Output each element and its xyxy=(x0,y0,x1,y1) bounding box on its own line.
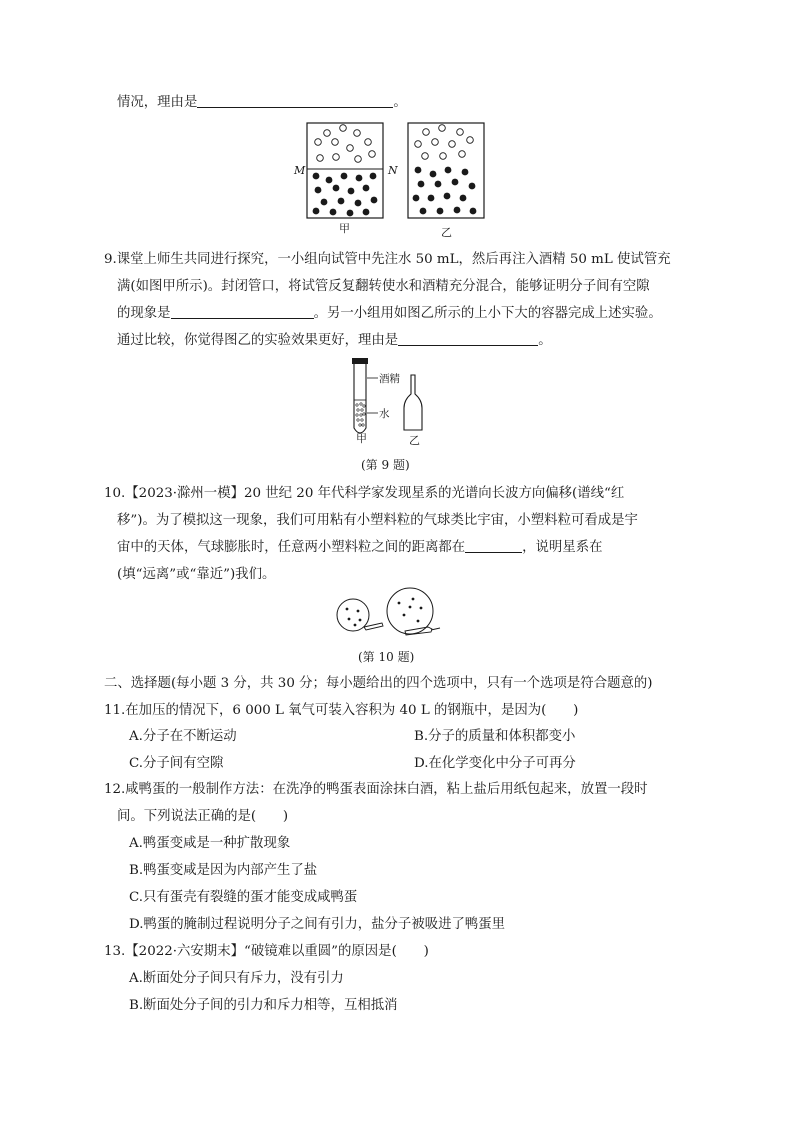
q11-stem: 11.在加压的情况下，6 000 L 氧气可装入容积为 40 L 的钢瓶中，是因为( ) xyxy=(104,703,579,718)
q10-line-2: 移”)。为了模拟这一现象，我们可用粘有小塑料粒的气球类比宇宙，小塑料粒可看成是宇 xyxy=(117,513,638,528)
q10-l3-text-a: 宙中的天体，气球膨胀时，任意两小塑料粒之间的距离都在 xyxy=(117,540,466,555)
figure-9-caption: (第 9 题) xyxy=(361,458,410,472)
q12-option-d[interactable]: D.鸭蛋的腌制过程说明分子之间有引力，盐分子被吸进了鸭蛋里 xyxy=(129,917,506,932)
q8-tail-end: 。 xyxy=(393,95,407,110)
bottle xyxy=(404,375,422,430)
q10-line-1: 10.【2023·滁州一模】20 世纪 20 年代科学家发现星系的光谱向长波方向偏移(谱线“红 xyxy=(104,486,625,501)
q13-option-b[interactable]: B.断面处分子间的引力和斥力相等，互相抵消 xyxy=(129,998,398,1013)
q12-stem-2: 间。下列说法正确的是( ) xyxy=(117,809,289,824)
q10-answer-blank[interactable] xyxy=(465,538,522,553)
q11-option-c[interactable]: C.分子间有空隙 xyxy=(129,756,224,771)
label-yi-9: 乙 xyxy=(409,434,420,447)
water-label: 水 xyxy=(379,408,390,420)
q12-option-c[interactable]: C.只有蛋壳有裂缝的蛋才能变成咸鸭蛋 xyxy=(129,890,358,905)
q10-line-3 xyxy=(117,538,603,558)
q10-l3-text-b: ，说明星系在 xyxy=(522,540,603,555)
q9-l3-text-a: 的现象是 xyxy=(117,306,171,321)
q13-stem: 13.【2022·六安期末】“破镜难以重圆”的原因是( ) xyxy=(104,944,429,959)
section-2-title: 二、选择题(每小题 3 分，共 30 分；每小题给出的四个选项中，只有一个选项是符合题意的) xyxy=(104,676,653,691)
figure-10-caption: (第 10 题) xyxy=(358,650,415,664)
figure-8-containers xyxy=(0,118,794,268)
label-jia: 甲 xyxy=(339,222,350,235)
large-balloon xyxy=(387,588,440,635)
q12-option-b[interactable]: B.鸭蛋变咸是因为内部产生了盐 xyxy=(129,863,318,878)
figure-10-balloons xyxy=(0,593,794,643)
q9-answer-blank-1[interactable] xyxy=(171,304,314,319)
label-jia-9: 甲 xyxy=(356,432,367,445)
mark-n: N xyxy=(388,164,398,177)
label-yi: 乙 xyxy=(441,226,452,239)
q9-line-1: 9.课堂上师生共同进行探究，一小组向试管中先注水 50 mL，然后再注入酒精 50 mL 使试管充 xyxy=(104,252,671,267)
alcohol-label: 酒精 xyxy=(379,373,400,385)
figure-9-tube-and-bottle xyxy=(0,352,794,447)
q9-line-4 xyxy=(117,331,552,351)
small-balloon xyxy=(337,599,383,631)
test-tube xyxy=(352,358,378,433)
q10-line-4: (填“远离”或“靠近”)我们。 xyxy=(117,567,276,582)
container-yi xyxy=(408,123,484,218)
q9-line-2: 满(如图甲所示)。封闭管口，将试管反复翻转使水和酒精充分混合，能够证明分子间有空隙 xyxy=(117,279,650,294)
q9-answer-blank-2[interactable] xyxy=(398,331,538,346)
q9-l4-text-a: 通过比较，你觉得图乙的实验效果更好，理由是 xyxy=(117,333,399,348)
q9-l4-text-b: 。 xyxy=(538,333,552,348)
q13-option-a[interactable]: A.断面处分子间只有斥力，没有引力 xyxy=(129,971,344,986)
q11-option-b[interactable]: B.分子的质量和体积都变小 xyxy=(414,729,576,744)
mark-m: M xyxy=(294,164,306,177)
q8-tail-text: 情况，理由是 xyxy=(117,95,198,110)
q12-stem-1: 12.咸鸭蛋的一般制作方法：在洗净的鸭蛋表面涂抹白酒，粘上盐后用纸包起来，放置一段时 xyxy=(104,782,648,797)
q11-option-d[interactable]: D.在化学变化中分子可再分 xyxy=(414,756,576,771)
q8-answer-blank[interactable] xyxy=(197,93,393,108)
q9-line-3 xyxy=(117,304,662,324)
q9-l3-text-b: 。另一小组用如图乙所示的上小下大的容器完成上述实验。 xyxy=(313,306,662,321)
q12-option-a[interactable]: A.鸭蛋变咸是一种扩散现象 xyxy=(129,836,291,851)
container-jia xyxy=(307,123,383,218)
q8-tail-line xyxy=(117,93,407,113)
q11-option-a[interactable]: A.分子在不断运动 xyxy=(129,729,237,744)
